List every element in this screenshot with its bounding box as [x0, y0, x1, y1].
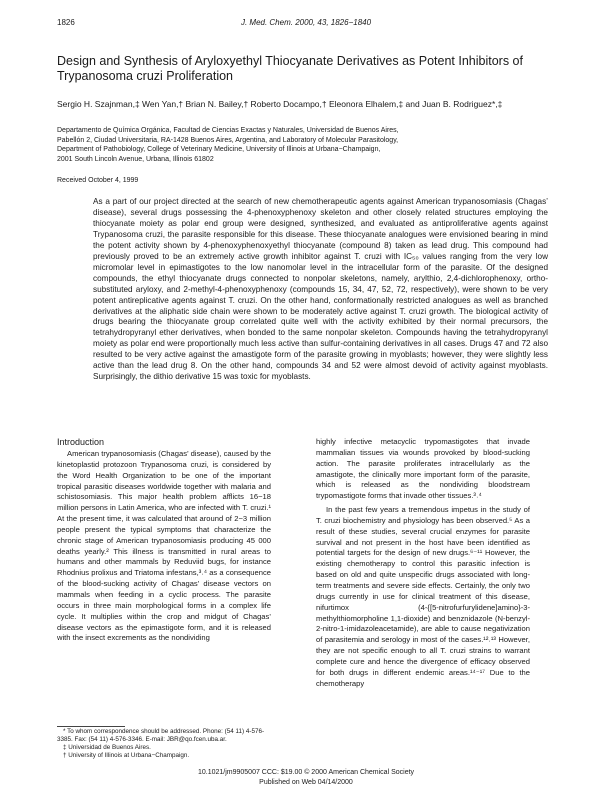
affiliation-line: Pabellón 2, Ciudad Universitaria, RA-1428 Buenos Aires, Argentina, and Laboratory of Molecular Parasitology, — [57, 136, 399, 144]
author-list: Sergio H. Szajnman,‡ Wen Yan,† Brian N. Bailey,† Roberto Docampo,† Eleonora Elhalem,‡ and Juan B. Rodriguez*,‡ — [57, 99, 503, 109]
left-column — [57, 449, 271, 644]
doi-copyright-line: 10.1021/jm9905007 CCC: $19.00 © 2000 American Chemical Society — [197, 769, 415, 776]
affiliations — [57, 126, 557, 164]
page-number: 1826 — [57, 18, 75, 27]
affiliation-line: Departamento de Química Orgánica, Facultad de Ciencias Exactas y Naturales, Universidad de Buenos Aires, — [57, 127, 399, 134]
affiliation-line: Department of Pathobiology, College of Veterinary Medicine, University of Illinois at Urbana−Champaign, — [57, 146, 381, 154]
footnote: ‡ Universidad de Buenos Aires. — [63, 744, 151, 751]
received-date: Received October 4, 1999 — [57, 177, 139, 184]
abstract: As a part of our project directed at the search of new chemotherapeutic agents against American trypanosomiasis (Chagas’ disease), several drugs possessing the 4-phenoxyphenoxy skeleton and other closely related structures employing the thiocyanate moiety as polar end group were designed, synthesized, and evaluated as antiproliferative agents against Trypanosoma cruzi, the parasite responsible for this disease. These thiocyanate analogues were envisioned bearing in mind the potent activity shown by 4-phenoxyphenoxyethyl thiocyanate (compound 8) taken as lead drug. This compound had previously proved to be an extremely active growth inhibitor against T. cruzi with IC₅₀ values ranging from the very low micromolar level in epimastigotes to the low nanomolar level in the intracellular form of the parasite. Of the designed compounds, the ethyl thiocyanate drugs connected to nonpolar skeletons, namely, arylthio, 2,4-dichlorophenoxy, ortho-substituted aryloxy, and 2-methyl-4-phenoxyphenoxy (compounds 15, 34, 47, 52, 72, respectively), were shown to be very potent antireplicative agents against T. cruzi. On the other hand, conformationally restricted analogues as well as branched derivatives at the aliphatic side chain were shown to be moderately active against T. cruzi growth. The biological activity of drugs bearing the thiocyanate group correlated quite well with the activity exhibited by their normal precursors, the tetrahydropyranyl ether derivatives, when bonded to the same nonpolar skeleton. Compounds having the tetrahydropyranyl moiety as polar end were proportionally much less active than sulfur-containing derivatives in all cases. Drugs 47 and 72 also resulted to be very active against the amastigote form of the parasite growing in myoblasts; however, they were slightly less active than the lead drug 8. On the other hand, compounds 34 and 52 were almost devoid of activity against myoblasts. Surprisingly, the dithio derivative 15 was toxic for myoblasts. — [93, 197, 548, 382]
footnotes — [57, 728, 271, 760]
affiliation-line: 2001 South Lincoln Avenue, Urbana, Illinois 61802 — [57, 155, 214, 163]
footnote: * To whom correspondence should be addressed. Phone: (54 11) 4-576-3385. Fax: (54 11) 4-576-3346. E-mail: JBR@qo.fcen.uba.ar. — [57, 728, 265, 743]
publication-date: Published on Web 04/14/2000 — [259, 779, 353, 786]
footnote: † University of Illinois at Urbana−Champaign. — [63, 752, 190, 759]
journal-citation: J. Med. Chem. 2000, 43, 1826−1840 — [240, 18, 372, 27]
body-paragraph: American trypanosomiasis (Chagas’ disease), caused by the kinetoplastid protozoon Trypanosoma cruzi, is considered by the Word Health Organization to be one of the important tropical parasitic diseases worldwide together with malaria and schistosomiasis. This major health problem afflicts 16−18 million persons in Latin America, who are infected with T. cruzi.¹ At the present time, it was calculated that around of 2−3 million people present the typical symptoms that characterize the chronic stage of American trypanosomiasis producing 45 000 deaths yearly.² This illness is transmitted in rural areas to humans and other mammals by Reduviid bugs, for instance Rhodnius prolixus and Triatoma infestans,³˒⁴ as a consequence of the blood-sucking activity of Chagas’ disease vectors on mammals when feeding in a cyclic process. The parasite occurs in three main morphological forms in a complex life cycle. It multiplies within the crop and midgut of Chagas’ disease vectors as the epimastigote form, and it is released with the insect excrements as the nondividing — [57, 449, 271, 643]
body-paragraph: highly infective metacyclic trypomastigotes that invade mammalian tissues via wounds provoked by blood-sucking action. The parasite proliferates intracellularly as the amastigote, the clinically more important form of the parasite, which is released as the nondividing bloodstream trypomastigote forms that invade other tissues.³˒⁴ — [316, 437, 530, 501]
section-heading-introduction: Introduction — [57, 437, 105, 447]
body-paragraph: In the past few years a tremendous impetus in the study of T. cruzi biochemistry and physiology has been observed.⁵ As a result of these studies, several crucial enzymes for parasite survival and not present in the host have been identified as potential targets for the design of new drugs.⁶⁻¹¹ However, the existing chemotherapy to control this parasitic infection is based on old and quite unspecific drugs associated with long-term treatments and severe side effects. Certainly, the only two drugs currently in use for clinical treatment of this disease, nifurtimox (4-{[5-nitrofurfurylidene]amino}-3-methylthiomorpholine 1,1-dioxide) and benznidazole (N-benzyl-2-nitro-1-imidazoleacetamide), are able to cause negativization of parasitemia and serology in most of the cases.¹²˒¹³ However, they are not specific enough to all T. cruzi strains to warrant complete cure and hence the divergence of efficacy observed for both drugs in different endemic areas.¹⁴⁻¹⁷ Due to the chemotherapy — [316, 505, 530, 688]
footnote-divider — [57, 726, 125, 727]
article-title: Design and Synthesis of Aryloxyethyl Thiocyanate Derivatives as Potent Inhibitors of Trypanosoma cruzi Proliferation — [57, 54, 523, 83]
right-column — [316, 437, 530, 689]
